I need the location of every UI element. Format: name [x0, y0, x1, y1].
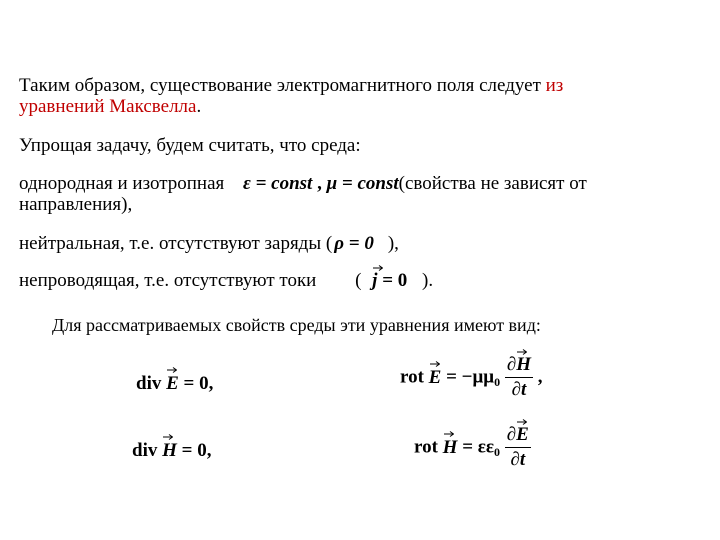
line6-text: нейтральная, т.е. отсутствуют заряды ( — [19, 233, 333, 254]
e-symbol: E — [166, 373, 179, 394]
e-vector — [516, 424, 529, 446]
vector-arrow-icon — [517, 349, 527, 355]
h-symbol: H — [162, 440, 177, 461]
h-symbol: H — [516, 354, 531, 375]
equation-rot-h — [414, 424, 531, 471]
j-rest-text: = 0 — [377, 270, 408, 291]
text-line-1 — [19, 75, 563, 97]
h-symbol: H — [442, 436, 458, 458]
partial-symbol: ∂ — [506, 354, 517, 375]
rot-operator: rot — [414, 436, 443, 458]
line2-period: . — [196, 96, 202, 117]
maxwell-equations-link-text: уравнений Максвелла — [19, 96, 197, 117]
eq1-rest: = 0, — [178, 373, 214, 394]
line7-open-paren: ( — [355, 270, 362, 291]
vector-arrow-icon — [430, 361, 440, 367]
h-vector — [443, 436, 458, 460]
vector-arrow-icon — [373, 265, 383, 271]
text-line-6 — [19, 233, 399, 255]
j-vector — [372, 270, 377, 292]
line7-close-paren: ). — [422, 270, 434, 291]
line1-text: Таким образом, существование электромагнитного поля следует — [19, 75, 546, 96]
eq3-rest: = 0, — [176, 440, 212, 461]
e-vector — [429, 366, 442, 390]
vector-arrow-icon — [444, 431, 454, 437]
vector-arrow-icon — [167, 367, 177, 373]
line4-tail: (свойства не зависят от — [398, 173, 587, 194]
fraction-dh-dt — [505, 354, 533, 401]
text-line-2 — [19, 96, 201, 118]
text-line-8: Для рассматриваемых свойств среды эти уравнения имеют вид: — [52, 315, 541, 335]
h-vector — [516, 354, 531, 376]
eq2-comma: , — [532, 366, 543, 388]
eq2-rest: = −μμ — [441, 366, 495, 388]
line1-red-text: из — [545, 75, 564, 96]
text-line-4 — [19, 173, 587, 195]
div-operator: div — [132, 440, 163, 461]
eq4-rest: = εε — [457, 436, 495, 458]
eps-const-formula — [243, 173, 399, 194]
line4-text: однородная и изотропная — [19, 173, 225, 194]
fraction-numerator — [505, 354, 533, 378]
eps0-subscript: 0 — [494, 444, 501, 459]
rot-operator: rot — [400, 366, 429, 388]
vector-arrow-icon — [163, 434, 173, 440]
div-operator: div — [136, 373, 167, 394]
equation-div-e — [136, 372, 213, 396]
vector-arrow-icon — [517, 419, 527, 425]
e-vector — [166, 372, 179, 396]
eps-const-text: ε = const — [243, 173, 313, 194]
text-line-3: Упрощая задачу, будем считать, что среда: — [19, 135, 361, 156]
fraction-de-dt — [505, 424, 531, 471]
rho-zero-formula: ρ = 0 — [334, 233, 374, 254]
equation-div-h — [132, 439, 211, 463]
j-symbol: j — [372, 270, 378, 291]
mu0-subscript: 0 — [494, 374, 501, 389]
e-symbol: E — [516, 424, 529, 445]
comma-text: , — [312, 173, 327, 194]
h-vector — [162, 439, 177, 463]
fraction-denominator: ∂t — [510, 449, 526, 470]
j-zero-formula — [372, 270, 407, 291]
fraction-numerator — [505, 424, 531, 448]
equation-rot-e — [400, 354, 542, 401]
partial-symbol: ∂ — [506, 424, 517, 445]
line7-text: непроводящая, т.е. отсутствуют токи — [19, 270, 317, 291]
e-symbol: E — [428, 366, 442, 388]
text-line-7 — [19, 270, 433, 292]
fraction-denominator: ∂t — [511, 379, 527, 400]
line6-tail: ), — [387, 233, 399, 254]
mu-const-text: μ = const — [326, 173, 399, 194]
text-line-5: направления), — [19, 194, 133, 215]
